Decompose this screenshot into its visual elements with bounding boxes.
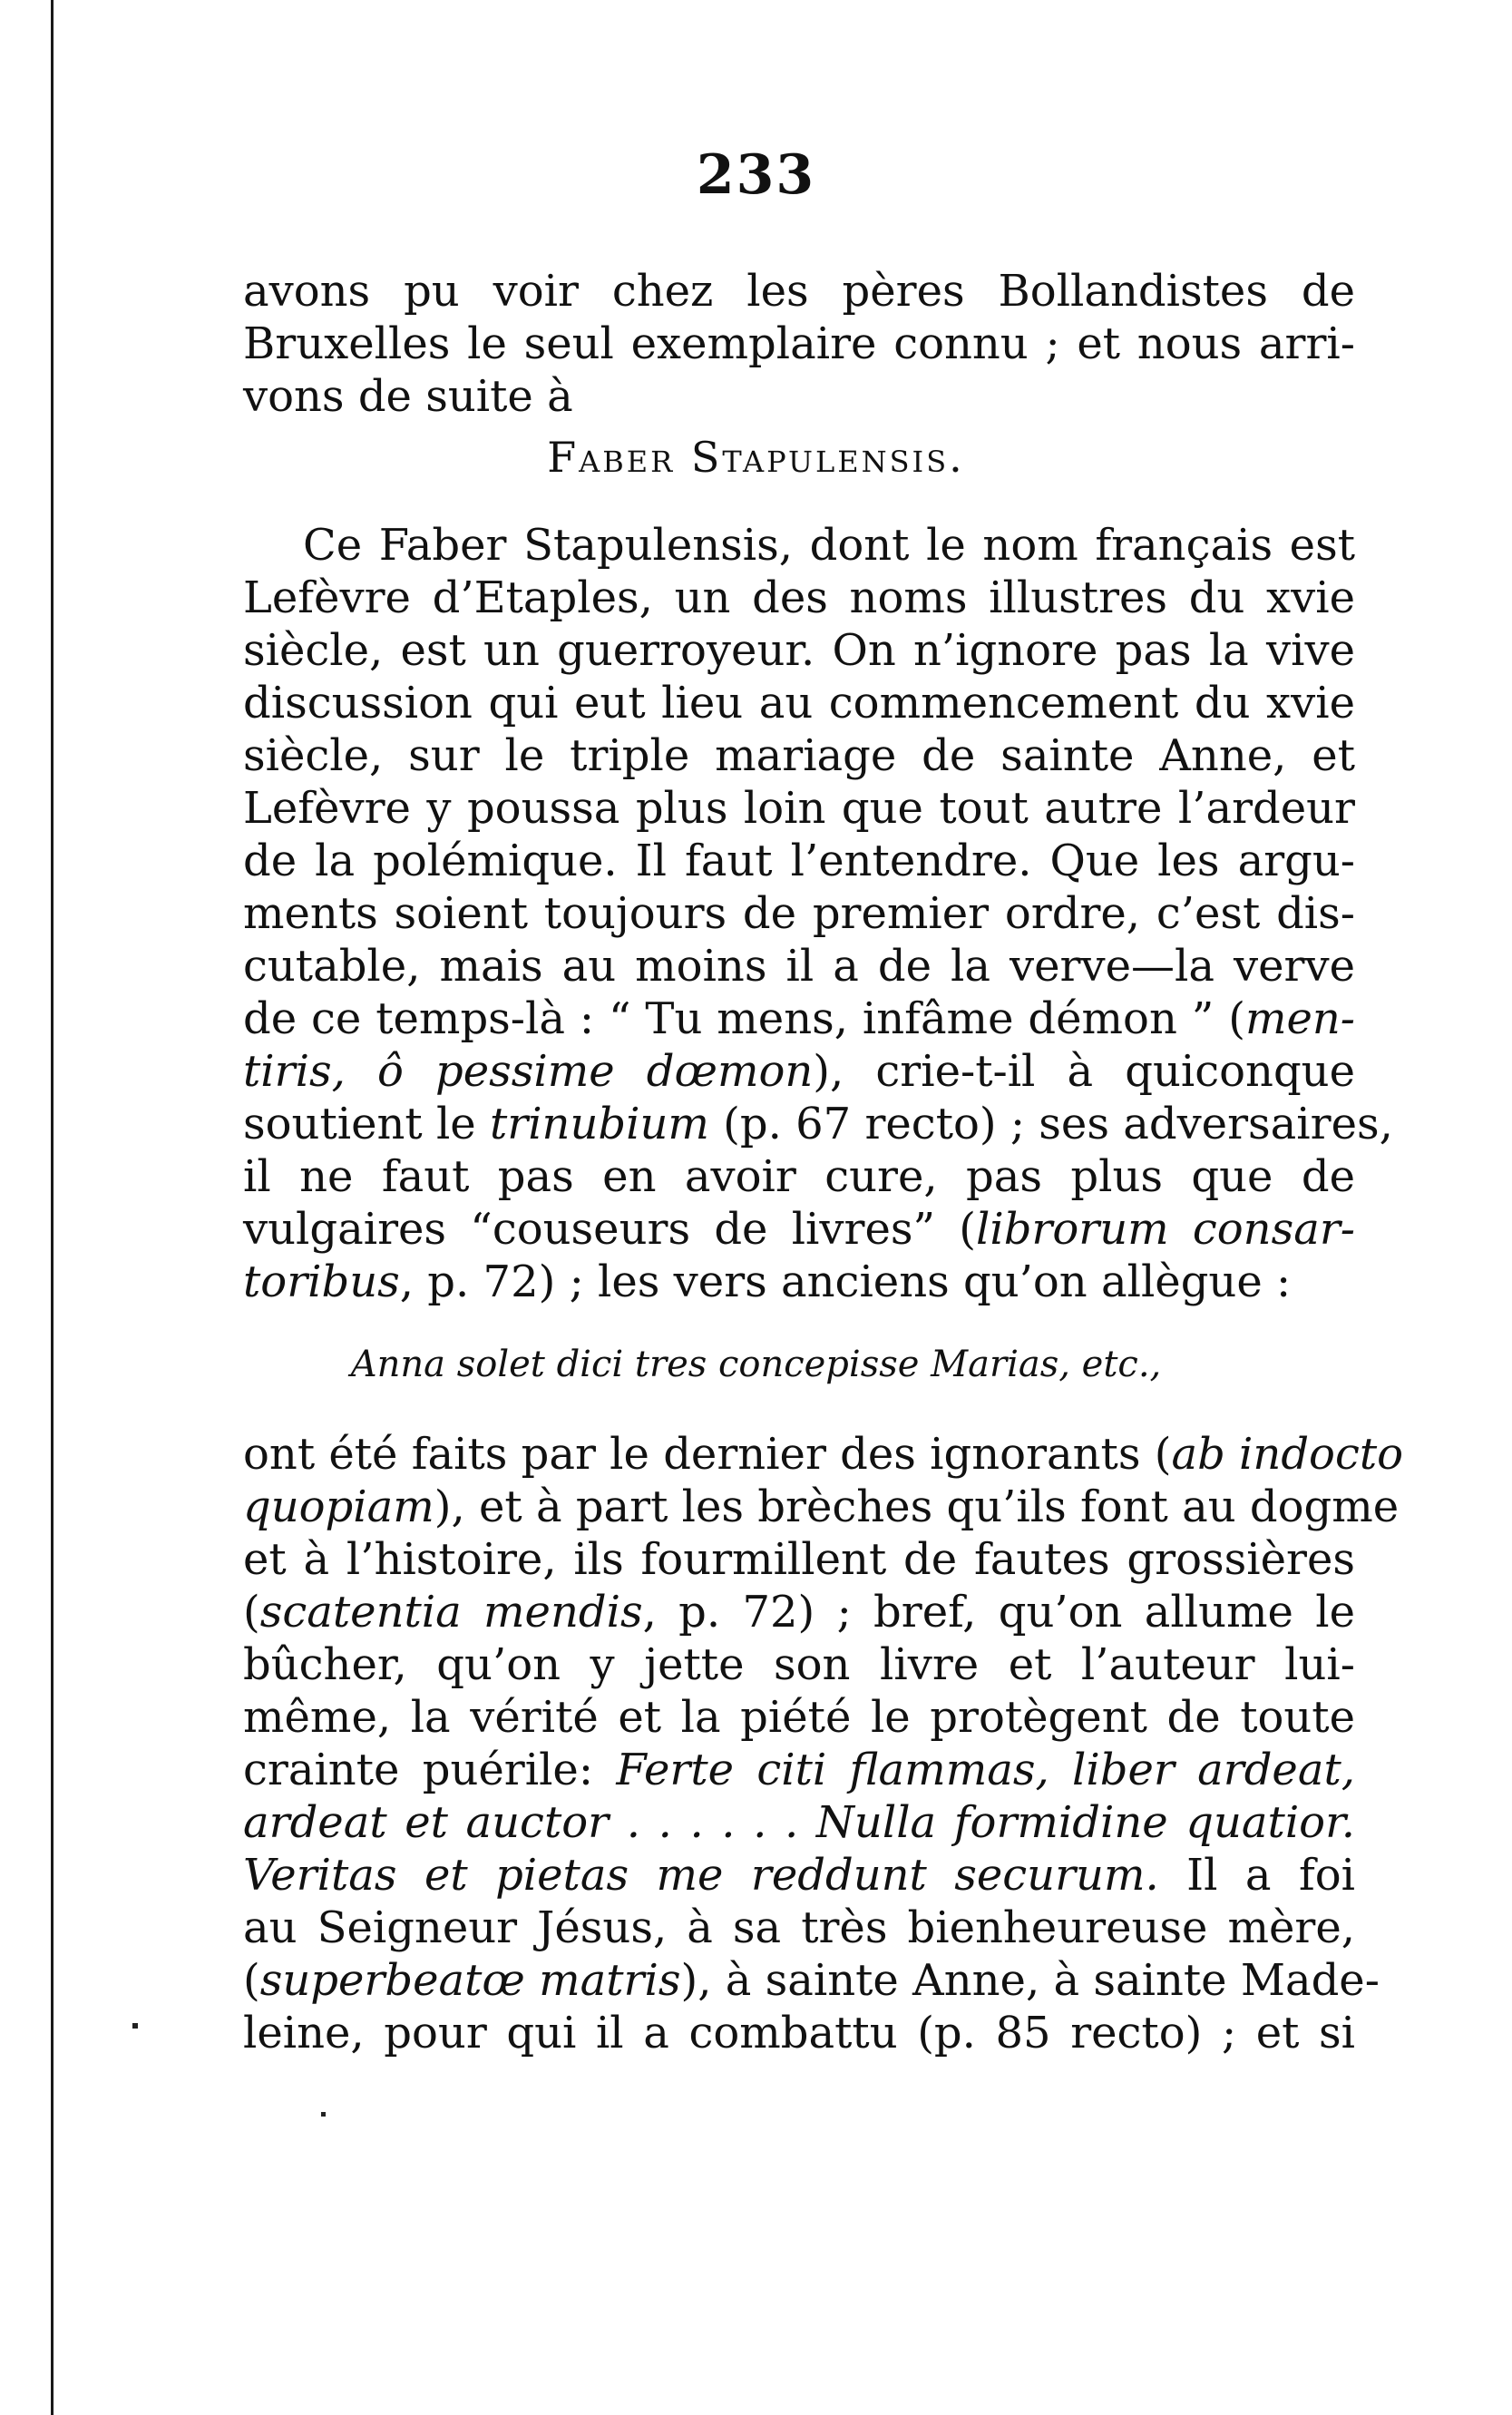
text-run: il ne faut pas en avoir cure, pas plus que de: [243, 1151, 1355, 1202]
text-line: [243, 370, 1355, 423]
text-line: [243, 624, 1355, 677]
text-line: [243, 265, 1355, 318]
text-line: [243, 1691, 1355, 1744]
text-line: [243, 1849, 1355, 1902]
text-run: , p. 72) ; les vers anciens qu’on allègue :: [399, 1256, 1292, 1307]
text-run: de la polémique. Il faut l’entendre. Que les argu-: [243, 836, 1355, 886]
ink-speck: [132, 2023, 138, 2029]
text-run: siècle, sur le triple mariage de sainte Anne, et: [243, 730, 1355, 781]
text-run: ), à sainte Anne, à sainte Made-: [680, 1955, 1380, 2006]
text-run: de ce temps-là : “ Tu mens, infâme démon ” (: [243, 993, 1245, 1044]
italic-text: tiris, ô pessime dœmon: [243, 1046, 814, 1097]
paragraph-2: [243, 1428, 1404, 2059]
text-run: (: [243, 1955, 260, 2006]
page-number: 233: [696, 143, 816, 207]
text-line: [243, 1428, 1404, 1481]
text-line: [243, 1045, 1355, 1098]
text-run: avons pu voir chez les pères Bollandistes de: [243, 266, 1355, 317]
text-line: [243, 782, 1355, 835]
text-line: [243, 729, 1355, 782]
text-run: Il a foi: [1158, 1850, 1355, 1901]
text-run: Bruxelles le seul exemplaire connu ; et nous arri-: [243, 318, 1355, 369]
text-line: [243, 677, 1355, 729]
text-line: [243, 1796, 1355, 1849]
text-line: [243, 1256, 1355, 1308]
text-run: au Seigneur Jésus, à sa très bienheureuse mère,: [243, 1902, 1355, 1953]
text-line: [243, 1098, 1393, 1150]
text-run: Lefèvre d’Etaples, un des noms illustres du xvie: [243, 572, 1355, 623]
text-line: [243, 1744, 1355, 1796]
text-run: vons de suite à: [243, 371, 573, 422]
text-run: bûcher, qu’on y jette son livre et l’auteur lui-: [243, 1639, 1355, 1690]
text-run: Ce Faber Stapulensis, dont le nom français est: [303, 520, 1355, 571]
ink-speck: [321, 2112, 326, 2117]
text-run: crainte puérile:: [243, 1745, 617, 1795]
text-run: ont été faits par le dernier des ignorants (: [243, 1429, 1172, 1480]
text-line: [243, 1586, 1355, 1638]
italic-text: ardeat et auctor . . . . . . Nulla formidine quatior.: [243, 1797, 1355, 1848]
text-line: [243, 1533, 1355, 1586]
text-line: [243, 318, 1355, 370]
continuation-paragraph: [243, 265, 1355, 423]
text-run: et à l’histoire, ils fourmillent de fautes grossières: [243, 1534, 1355, 1585]
italic-text: men-: [1244, 993, 1355, 1044]
paragraph-1: [243, 519, 1393, 1308]
text-line: [243, 572, 1355, 624]
text-line: [243, 2007, 1355, 2059]
text-line: [243, 1481, 1400, 1533]
text-run: leine, pour qui il a combattu (p. 85 recto) ; et si: [243, 2008, 1355, 2058]
text-line: [243, 835, 1355, 887]
text-line: [243, 1150, 1355, 1203]
text-line: [243, 887, 1355, 940]
text-line: [243, 940, 1355, 992]
binding-edge-line: [51, 0, 54, 2415]
text-line: [243, 992, 1355, 1045]
text-line: [243, 1954, 1380, 2007]
italic-text: Veritas et pietas me reddunt securum.: [243, 1850, 1159, 1901]
text-run: vulgaires “couseurs de livres” (: [243, 1204, 976, 1255]
text-line: [243, 1902, 1355, 1954]
italic-text: toribus: [243, 1256, 400, 1307]
italic-text: superbeatœ matris: [259, 1955, 681, 2006]
text-run: même, la vérité et la piété le protègent de toute: [243, 1692, 1355, 1743]
text-run: ), crie-t-il à quiconque: [813, 1046, 1355, 1097]
text-run: ), et à part les brèches qu’ils font au dogme: [434, 1481, 1400, 1532]
text-run: ments soient toujours de premier ordre, c’est dis-: [243, 888, 1355, 939]
text-line: [243, 519, 1355, 572]
italic-text: Ferte citi flammas, liber ardeat,: [616, 1745, 1355, 1795]
section-heading: Faber Stapulensis.: [547, 433, 965, 482]
text-run: (: [243, 1587, 260, 1638]
italic-text: librorum consar-: [976, 1204, 1355, 1255]
italic-text: scatentia mendis: [259, 1587, 643, 1638]
text-run: (p. 67 recto) ; ses adversaires,: [708, 1099, 1393, 1149]
text-run: Lefèvre y poussa plus loin que tout autre l’ardeur: [243, 783, 1355, 834]
text-line: [243, 1203, 1355, 1256]
italic-text: ab indocto: [1171, 1429, 1404, 1480]
text-run: cutable, mais au moins il a de la verve—la verve: [243, 941, 1355, 992]
italic-text: quopiam: [243, 1481, 434, 1532]
text-run: siècle, est un guerroyeur. On n’ignore pas la vive: [243, 625, 1355, 676]
verse-quote: Anna solet dici tres concepisse Marias, etc.,: [350, 1344, 1162, 1385]
text-line: [243, 1638, 1355, 1691]
text-run: soutient le: [243, 1099, 490, 1149]
text-run: , p. 72) ; bref, qu’on allume le: [642, 1587, 1355, 1638]
text-run: discussion qui eut lieu au commencement du xvie: [243, 678, 1355, 728]
italic-text: trinubium: [489, 1099, 709, 1149]
